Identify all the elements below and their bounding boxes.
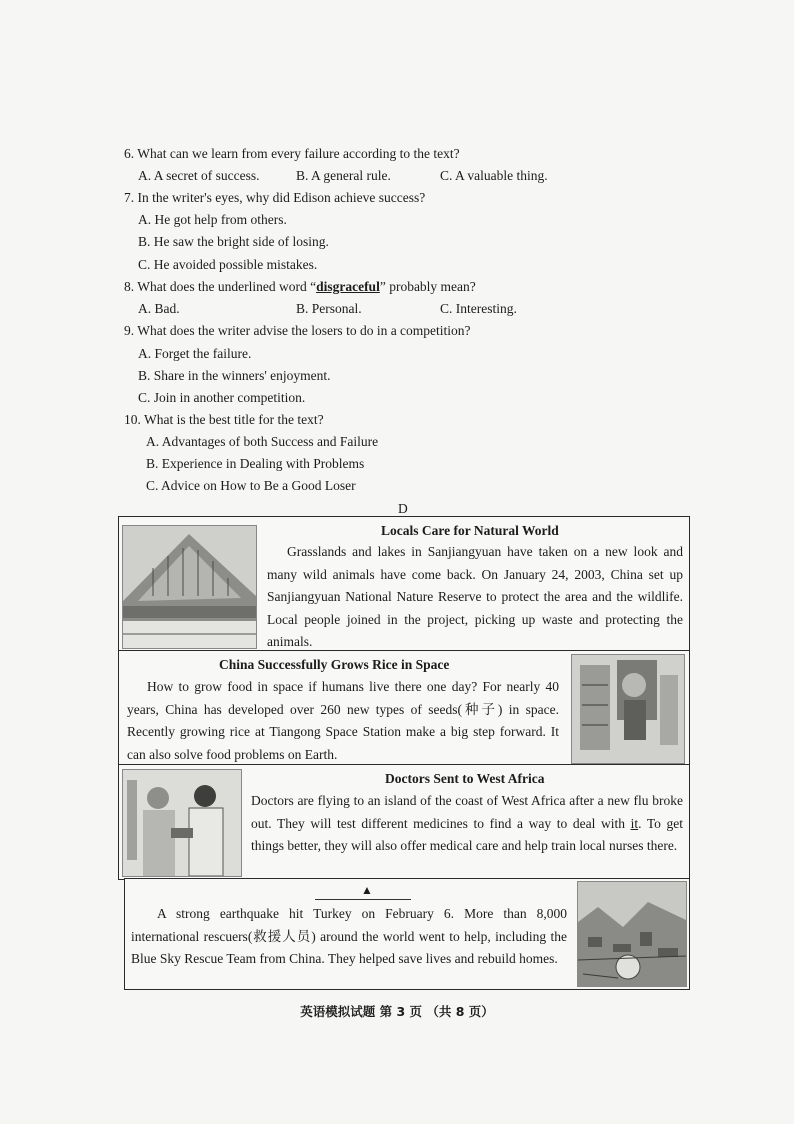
news-box-1 bbox=[118, 516, 690, 652]
news-3-body bbox=[251, 790, 683, 858]
question-9-option-a: A. Forget the failure. bbox=[138, 346, 252, 361]
doctors-photo-art bbox=[123, 770, 241, 876]
news-1-title: Locals Care for Natural World bbox=[381, 523, 559, 538]
question-7-option-b: B. He saw the bright side of losing. bbox=[138, 234, 329, 249]
underlined-word: disgraceful bbox=[316, 279, 380, 294]
question-10-option-c: C. Advice on How to Be a Good Loser bbox=[146, 478, 356, 493]
news-2-title: China Successfully Grows Rice in Space bbox=[219, 657, 450, 672]
news-2-body: How to grow food in space if humans live there one day? For nearly 40 years, China has developed over 260 new types of seeds(种子) in space. Recently growing rice at Tiangong Space Station make a big step forward. It can also solve food problems on Earth. bbox=[127, 679, 559, 762]
section-label: D bbox=[398, 501, 408, 516]
question-8-stem-pre: 8. What does the underlined word “ bbox=[124, 279, 317, 294]
earthquake-rescue-photo bbox=[577, 881, 687, 987]
title-triangle-symbol: ▲ bbox=[361, 883, 373, 897]
grassland-photo-art bbox=[123, 526, 256, 648]
question-6-option-a: A. A secret of success. bbox=[138, 168, 260, 183]
grassland-photo bbox=[122, 525, 257, 649]
space-rice-photo-art bbox=[572, 655, 684, 763]
question-8-option-a: A. Bad. bbox=[138, 301, 180, 316]
earthquake-rescue-photo-art bbox=[578, 882, 686, 986]
question-9-option-b: B. Share in the winners' enjoyment. bbox=[138, 368, 331, 383]
question-10-option-a: A. Advantages of both Success and Failure bbox=[146, 434, 379, 449]
news-box-3 bbox=[118, 764, 690, 880]
page-footer: 英语模拟试题 第 3 页 （共 8 页） bbox=[300, 1004, 494, 1019]
question-9-stem: 9. What does the writer advise the losers to do in a competition? bbox=[124, 323, 471, 338]
underlined-it: it bbox=[630, 815, 639, 831]
question-9-option-c: C. Join in another competition. bbox=[138, 390, 306, 405]
doctors-photo bbox=[122, 769, 242, 877]
question-6-option-b: B. A general rule. bbox=[296, 168, 391, 183]
news-box-2 bbox=[118, 650, 690, 766]
question-8-option-b: B. Personal. bbox=[296, 301, 362, 316]
news-4-body: A strong earthquake hit Turkey on February 6. More than 8,000 international rescuers(救援人员) around the world went to help, including the Blue Sky Rescue Team from China. They helped save lives and rebuild homes. bbox=[131, 906, 567, 966]
news-1-body: Grasslands and lakes in Sanjiangyuan have taken on a new look and many wild animals have come back. On January 24, 2003, China set up Sanjiangyuan National Nature Reserve to protect the area and the wildlife. Local people joined in the project, picking up waste and protecting the animals. bbox=[267, 544, 683, 649]
question-8-stem-post: ” probably mean? bbox=[379, 279, 476, 294]
question-7-option-c: C. He avoided possible mistakes. bbox=[138, 257, 318, 272]
news-box-4 bbox=[124, 878, 690, 990]
question-10-stem: 10. What is the best title for the text? bbox=[124, 412, 324, 427]
news-3-body-post: . To get things better, they will also offer medical care and help train local nurses there. bbox=[251, 815, 683, 853]
title-underline bbox=[315, 899, 411, 900]
question-6-option-c: C. A valuable thing. bbox=[440, 168, 548, 183]
space-rice-photo bbox=[571, 654, 685, 764]
question-6-stem: 6. What can we learn from every failure according to the text? bbox=[124, 146, 460, 161]
question-8-option-c: C. Interesting. bbox=[440, 301, 517, 316]
question-7-stem: 7. In the writer's eyes, why did Edison achieve success? bbox=[124, 190, 426, 205]
news-3-title: Doctors Sent to West Africa bbox=[385, 771, 545, 786]
question-8-stem bbox=[124, 278, 476, 296]
question-10-option-b: B. Experience in Dealing with Problems bbox=[146, 456, 365, 471]
question-7-option-a: A. He got help from others. bbox=[138, 212, 287, 227]
news-3-body-pre: Doctors are flying to an island of the coast of West Africa after a new flu broke out. They will test different medicines to find a way to deal with bbox=[251, 793, 683, 831]
